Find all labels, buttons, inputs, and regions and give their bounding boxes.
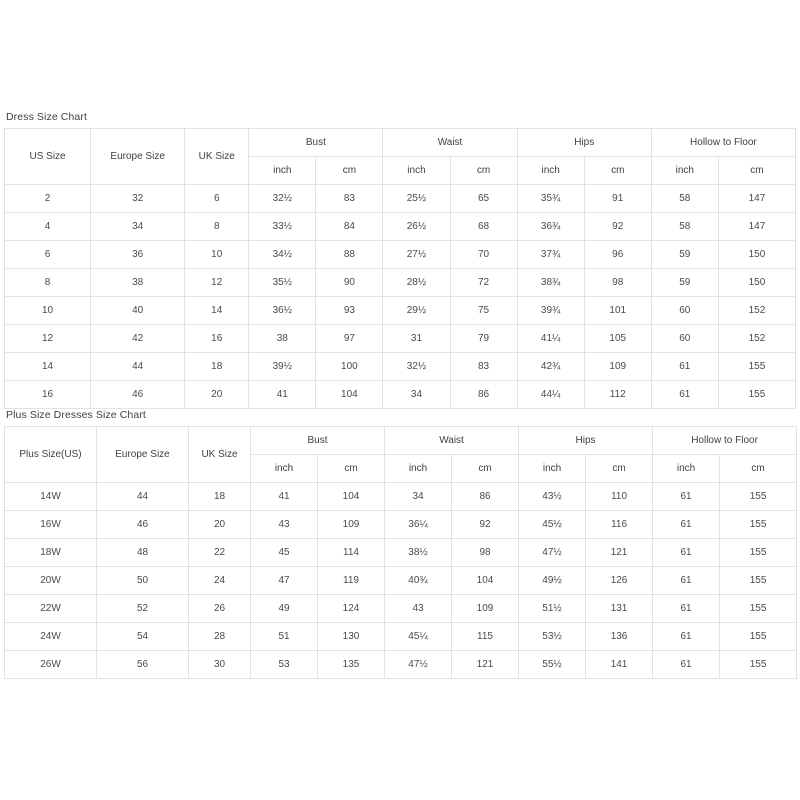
- cell-hollow-inch: 59: [651, 241, 718, 269]
- cell-hips-cm: 101: [584, 297, 651, 325]
- cell-waist-inch: 31: [383, 325, 450, 353]
- cell-europe-size: 44: [97, 483, 189, 511]
- cell-us-size: 2: [5, 185, 91, 213]
- cell-uk-size: 26: [189, 595, 251, 623]
- table-row: [5, 623, 797, 651]
- cell-hollow-inch: 58: [651, 185, 718, 213]
- cell-hips-cm: 131: [586, 595, 653, 623]
- cell-hollow-inch: 61: [653, 567, 720, 595]
- cell-hips-inch: 37¾: [517, 241, 584, 269]
- cell-uk-size: 14: [185, 297, 249, 325]
- cell-bust-inch: 49: [251, 595, 318, 623]
- cell-hips-inch: 47½: [519, 539, 586, 567]
- cell-hips-inch: 51½: [519, 595, 586, 623]
- cell-hollow-cm: 152: [718, 297, 795, 325]
- plus-size-chart-table: [4, 426, 797, 679]
- unit-waist-cm: cm: [450, 157, 517, 185]
- cell-hollow-inch: 61: [653, 595, 720, 623]
- cell-hollow-inch: 61: [651, 381, 718, 409]
- cell-uk-size: 30: [189, 651, 251, 679]
- cell-bust-cm: 119: [318, 567, 385, 595]
- cell-europe-size: 54: [97, 623, 189, 651]
- table-row: [5, 381, 796, 409]
- cell-hollow-cm: 155: [720, 567, 797, 595]
- cell-bust-cm: 104: [318, 483, 385, 511]
- cell-hollow-inch: 58: [651, 213, 718, 241]
- cell-europe-size: 40: [91, 297, 185, 325]
- cell-uk-size: 16: [185, 325, 249, 353]
- header-waist: Waist: [383, 129, 517, 157]
- table-row: [5, 539, 797, 567]
- cell-europe-size: 44: [91, 353, 185, 381]
- cell-bust-cm: 88: [316, 241, 383, 269]
- cell-hips-inch: 55½: [519, 651, 586, 679]
- cell-europe-size: 52: [97, 595, 189, 623]
- cell-hollow-inch: 61: [653, 511, 720, 539]
- header-hips: Hips: [517, 129, 651, 157]
- cell-hips-cm: 112: [584, 381, 651, 409]
- cell-bust-cm: 100: [316, 353, 383, 381]
- cell-hips-cm: 98: [584, 269, 651, 297]
- cell-waist-inch: 26½: [383, 213, 450, 241]
- cell-hips-inch: 44¼: [517, 381, 584, 409]
- cell-waist-inch: 28½: [383, 269, 450, 297]
- cell-waist-cm: 121: [452, 651, 519, 679]
- cell-hollow-inch: 59: [651, 269, 718, 297]
- cell-uk-size: 18: [189, 483, 251, 511]
- cell-uk-size: 20: [189, 511, 251, 539]
- cell-bust-cm: 90: [316, 269, 383, 297]
- header-bust: Bust: [251, 427, 385, 455]
- cell-us-size: 10: [5, 297, 91, 325]
- unit-hollow-inch: inch: [651, 157, 718, 185]
- cell-hollow-inch: 60: [651, 325, 718, 353]
- cell-waist-inch: 34: [385, 483, 452, 511]
- table-row: [5, 269, 796, 297]
- cell-bust-cm: 109: [318, 511, 385, 539]
- cell-waist-cm: 70: [450, 241, 517, 269]
- cell-bust-inch: 38: [249, 325, 316, 353]
- cell-us-size: 12: [5, 325, 91, 353]
- cell-uk-size: 18: [185, 353, 249, 381]
- cell-bust-inch: 35½: [249, 269, 316, 297]
- cell-waist-inch: 36¼: [385, 511, 452, 539]
- unit-bust-inch: inch: [251, 455, 318, 483]
- cell-bust-inch: 32½: [249, 185, 316, 213]
- cell-hollow-cm: 155: [720, 595, 797, 623]
- header-uk-size: UK Size: [189, 427, 251, 483]
- cell-bust-inch: 47: [251, 567, 318, 595]
- cell-waist-cm: 65: [450, 185, 517, 213]
- dress-size-chart-body: [5, 185, 796, 409]
- unit-waist-inch: inch: [385, 455, 452, 483]
- cell-europe-size: 32: [91, 185, 185, 213]
- cell-waist-cm: 104: [452, 567, 519, 595]
- cell-waist-cm: 86: [450, 381, 517, 409]
- cell-hollow-inch: 61: [653, 539, 720, 567]
- cell-waist-cm: 68: [450, 213, 517, 241]
- plus-size-chart-title: Plus Size Dresses Size Chart: [6, 409, 146, 421]
- cell-hollow-inch: 60: [651, 297, 718, 325]
- cell-bust-inch: 41: [251, 483, 318, 511]
- cell-hips-inch: 43½: [519, 483, 586, 511]
- table-row: [5, 325, 796, 353]
- cell-hollow-cm: 155: [720, 511, 797, 539]
- cell-hips-cm: 136: [586, 623, 653, 651]
- cell-uk-size: 22: [189, 539, 251, 567]
- header-europe-size: Europe Size: [91, 129, 185, 185]
- table-row: [5, 511, 797, 539]
- cell-waist-cm: 83: [450, 353, 517, 381]
- cell-waist-inch: 38½: [385, 539, 452, 567]
- cell-waist-inch: 43: [385, 595, 452, 623]
- cell-bust-cm: 84: [316, 213, 383, 241]
- table-row: [5, 185, 796, 213]
- cell-hips-cm: 126: [586, 567, 653, 595]
- cell-bust-inch: 39½: [249, 353, 316, 381]
- cell-europe-size: 42: [91, 325, 185, 353]
- table-row: [5, 567, 797, 595]
- header-plus-size-us: Plus Size(US): [5, 427, 97, 483]
- cell-europe-size: 48: [97, 539, 189, 567]
- cell-hollow-cm: 155: [720, 539, 797, 567]
- unit-bust-cm: cm: [316, 157, 383, 185]
- cell-hollow-inch: 61: [653, 623, 720, 651]
- header-hips: Hips: [519, 427, 653, 455]
- cell-hips-cm: 110: [586, 483, 653, 511]
- cell-hips-cm: 109: [584, 353, 651, 381]
- cell-waist-inch: 40¾: [385, 567, 452, 595]
- cell-bust-inch: 34½: [249, 241, 316, 269]
- cell-hollow-inch: 61: [651, 353, 718, 381]
- unit-bust-inch: inch: [249, 157, 316, 185]
- cell-waist-inch: 25½: [383, 185, 450, 213]
- cell-waist-cm: 115: [452, 623, 519, 651]
- header-waist: Waist: [385, 427, 519, 455]
- header-europe-size: Europe Size: [97, 427, 189, 483]
- cell-hips-inch: 42¾: [517, 353, 584, 381]
- cell-waist-cm: 79: [450, 325, 517, 353]
- cell-plus-size-us: 24W: [5, 623, 97, 651]
- cell-europe-size: 38: [91, 269, 185, 297]
- cell-hollow-cm: 155: [720, 623, 797, 651]
- plus-size-chart-body: [5, 483, 797, 679]
- cell-uk-size: 6: [185, 185, 249, 213]
- cell-hips-cm: 91: [584, 185, 651, 213]
- plus-size-chart-section: [4, 408, 796, 679]
- cell-hips-inch: 36¾: [517, 213, 584, 241]
- cell-bust-cm: 97: [316, 325, 383, 353]
- cell-us-size: 4: [5, 213, 91, 241]
- cell-bust-cm: 135: [318, 651, 385, 679]
- cell-uk-size: 12: [185, 269, 249, 297]
- table-row: [5, 213, 796, 241]
- cell-hollow-cm: 155: [720, 483, 797, 511]
- cell-uk-size: 8: [185, 213, 249, 241]
- cell-hips-inch: 53½: [519, 623, 586, 651]
- cell-plus-size-us: 16W: [5, 511, 97, 539]
- cell-europe-size: 36: [91, 241, 185, 269]
- cell-plus-size-us: 18W: [5, 539, 97, 567]
- cell-waist-inch: 47½: [385, 651, 452, 679]
- cell-bust-inch: 36½: [249, 297, 316, 325]
- cell-hollow-cm: 155: [718, 353, 795, 381]
- unit-hips-cm: cm: [584, 157, 651, 185]
- header-hollow-to-floor: Hollow to Floor: [651, 129, 795, 157]
- cell-plus-size-us: 20W: [5, 567, 97, 595]
- cell-waist-inch: 32½: [383, 353, 450, 381]
- cell-bust-inch: 51: [251, 623, 318, 651]
- cell-hips-cm: 105: [584, 325, 651, 353]
- cell-europe-size: 34: [91, 213, 185, 241]
- cell-uk-size: 20: [185, 381, 249, 409]
- dress-size-chart-title: Dress Size Chart: [6, 111, 87, 123]
- cell-hips-inch: 41¼: [517, 325, 584, 353]
- cell-plus-size-us: 26W: [5, 651, 97, 679]
- cell-hollow-cm: 155: [720, 651, 797, 679]
- cell-waist-inch: 45¼: [385, 623, 452, 651]
- unit-waist-inch: inch: [383, 157, 450, 185]
- cell-hips-inch: 45½: [519, 511, 586, 539]
- cell-bust-cm: 114: [318, 539, 385, 567]
- table-header-row: [5, 427, 797, 455]
- cell-hollow-cm: 150: [718, 269, 795, 297]
- cell-us-size: 6: [5, 241, 91, 269]
- cell-bust-cm: 104: [316, 381, 383, 409]
- cell-europe-size: 56: [97, 651, 189, 679]
- cell-us-size: 14: [5, 353, 91, 381]
- cell-bust-inch: 53: [251, 651, 318, 679]
- cell-bust-inch: 33½: [249, 213, 316, 241]
- header-uk-size: UK Size: [185, 129, 249, 185]
- cell-hollow-cm: 155: [718, 381, 795, 409]
- cell-hollow-inch: 61: [653, 651, 720, 679]
- cell-waist-cm: 86: [452, 483, 519, 511]
- cell-bust-cm: 130: [318, 623, 385, 651]
- cell-uk-size: 28: [189, 623, 251, 651]
- cell-hips-inch: 38¾: [517, 269, 584, 297]
- header-hollow-to-floor: Hollow to Floor: [653, 427, 797, 455]
- cell-hips-inch: 49½: [519, 567, 586, 595]
- cell-hips-inch: 39¾: [517, 297, 584, 325]
- cell-hollow-cm: 147: [718, 213, 795, 241]
- cell-waist-inch: 27½: [383, 241, 450, 269]
- header-us-size: US Size: [5, 129, 91, 185]
- table-header-row: [5, 129, 796, 157]
- cell-hips-cm: 141: [586, 651, 653, 679]
- cell-waist-cm: 72: [450, 269, 517, 297]
- cell-waist-cm: 109: [452, 595, 519, 623]
- cell-bust-inch: 45: [251, 539, 318, 567]
- cell-hips-cm: 121: [586, 539, 653, 567]
- unit-hollow-cm: cm: [718, 157, 795, 185]
- table-row: [5, 241, 796, 269]
- dress-size-chart-table: [4, 128, 796, 409]
- cell-bust-inch: 41: [249, 381, 316, 409]
- unit-hollow-inch: inch: [653, 455, 720, 483]
- cell-plus-size-us: 14W: [5, 483, 97, 511]
- unit-bust-cm: cm: [318, 455, 385, 483]
- table-row: [5, 651, 797, 679]
- cell-europe-size: 46: [97, 511, 189, 539]
- cell-europe-size: 46: [91, 381, 185, 409]
- table-row: [5, 595, 797, 623]
- cell-waist-cm: 75: [450, 297, 517, 325]
- cell-hips-cm: 92: [584, 213, 651, 241]
- cell-europe-size: 50: [97, 567, 189, 595]
- cell-bust-cm: 124: [318, 595, 385, 623]
- cell-hollow-cm: 152: [718, 325, 795, 353]
- cell-hollow-inch: 61: [653, 483, 720, 511]
- cell-plus-size-us: 22W: [5, 595, 97, 623]
- cell-hollow-cm: 150: [718, 241, 795, 269]
- unit-hollow-cm: cm: [720, 455, 797, 483]
- cell-waist-inch: 29½: [383, 297, 450, 325]
- cell-us-size: 8: [5, 269, 91, 297]
- cell-waist-inch: 34: [383, 381, 450, 409]
- cell-hips-cm: 96: [584, 241, 651, 269]
- cell-hips-inch: 35¾: [517, 185, 584, 213]
- unit-waist-cm: cm: [452, 455, 519, 483]
- header-bust: Bust: [249, 129, 383, 157]
- cell-bust-cm: 83: [316, 185, 383, 213]
- dress-size-chart-section: [4, 110, 796, 409]
- table-row: [5, 297, 796, 325]
- cell-waist-cm: 98: [452, 539, 519, 567]
- cell-bust-inch: 43: [251, 511, 318, 539]
- unit-hips-inch: inch: [517, 157, 584, 185]
- cell-hips-cm: 116: [586, 511, 653, 539]
- cell-uk-size: 10: [185, 241, 249, 269]
- cell-bust-cm: 93: [316, 297, 383, 325]
- cell-us-size: 16: [5, 381, 91, 409]
- cell-hollow-cm: 147: [718, 185, 795, 213]
- cell-waist-cm: 92: [452, 511, 519, 539]
- unit-hips-inch: inch: [519, 455, 586, 483]
- table-row: [5, 353, 796, 381]
- unit-hips-cm: cm: [586, 455, 653, 483]
- table-row: [5, 483, 797, 511]
- cell-uk-size: 24: [189, 567, 251, 595]
